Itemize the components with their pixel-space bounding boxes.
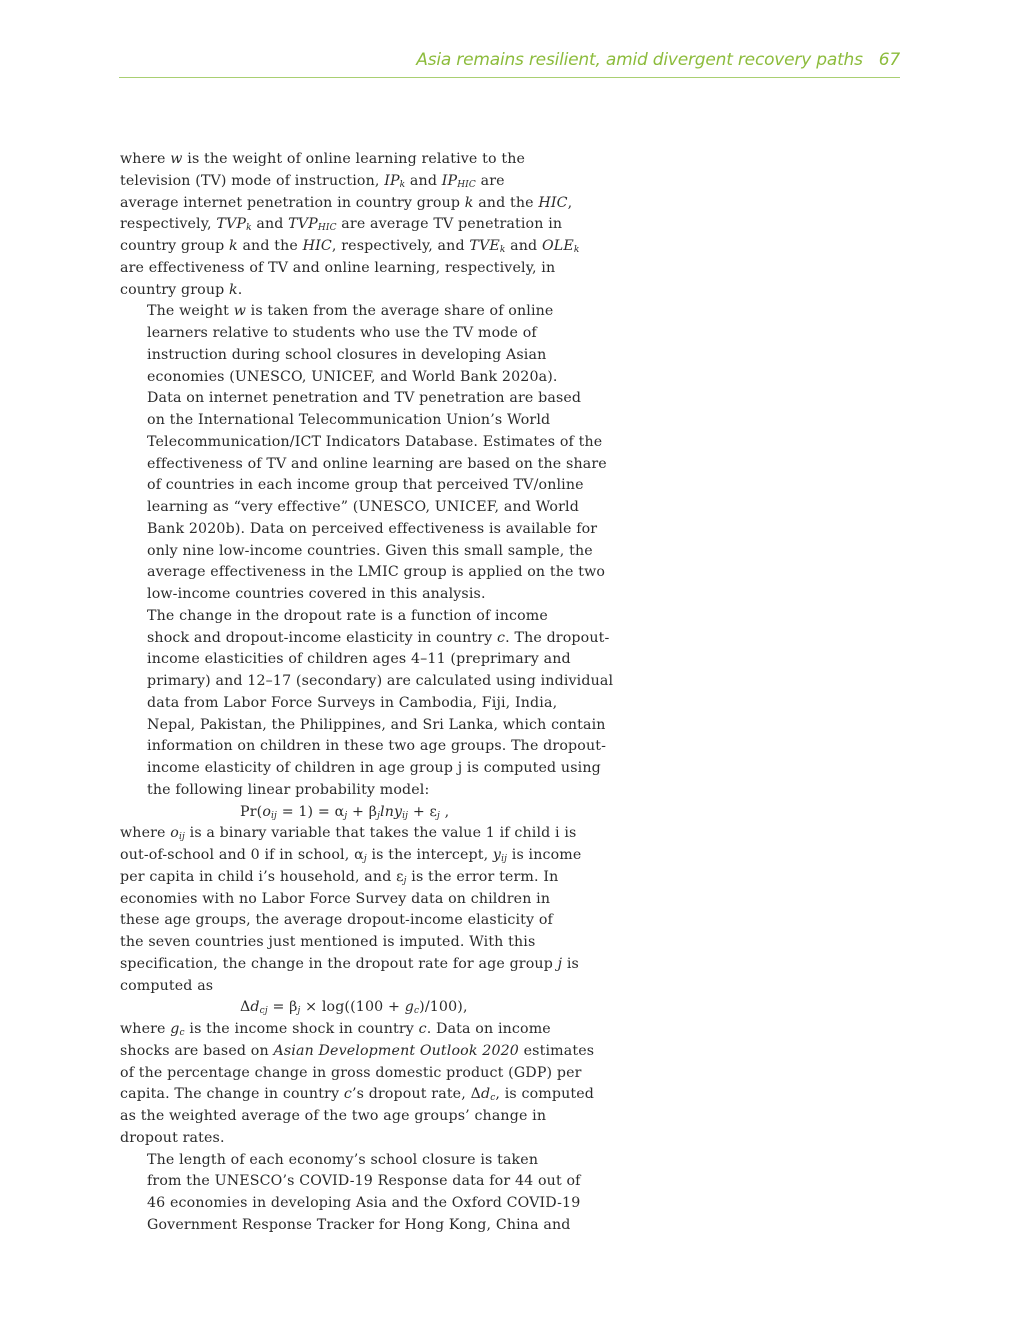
equation-dropout-change: $\Delta d_{cj} = \beta_j \times \log((100 + g_c)/100)$, <box>240 999 468 1017</box>
text-line: economies with no Labor Force Survey data on children in <box>120 890 551 907</box>
text-line: effectiveness of TV and online learning are based on the share <box>147 455 607 472</box>
text-line: respectively, $TVP_k$ and $TVP_{HIC}$ are average TV penetration in <box>120 216 563 234</box>
paragraph-2 <box>120 301 607 606</box>
text-line: economies (UNESCO, UNICEF, and World Bank 2020a). <box>147 368 558 385</box>
text-line: Bank 2020b). Data on perceived effectiveness is available for <box>147 520 598 537</box>
text-line: the seven countries just mentioned is imputed. With this <box>120 934 536 950</box>
paragraph-5 <box>120 1019 595 1150</box>
text-line: television (TV) mode of instruction, $IP_k$ and $IP_{HIC}$ are <box>120 172 505 190</box>
text-line: Data on internet penetration and TV penetration are based <box>147 390 582 407</box>
paragraph-4 <box>120 823 586 997</box>
text-line: on the International Telecommunication Union’s World <box>147 412 551 428</box>
text-line: where w is the weight of online learning relative to the <box>120 151 526 167</box>
text-line: data from Labor Force Surveys in Cambodia, Fiji, India, <box>147 694 558 711</box>
text-line: The length of each economy’s school closure is taken <box>147 1151 539 1168</box>
text-line: specification, the change in the dropout rate for age group j is <box>120 955 579 972</box>
text-line: where $g_c$ is the income shock in country c. Data on income <box>120 1021 551 1038</box>
text-line: average internet penetration in country group k and the HIC, <box>120 194 573 211</box>
text-line: shock and dropout-income elasticity in country c. The dropout- <box>147 629 610 646</box>
paragraph-1 <box>120 149 586 301</box>
text-line: country group k and the HIC, respectively, and $TVE_k$ and $OLE_k$ <box>120 238 580 255</box>
text-line: learning as “very effective” (UNESCO, UNICEF, and World <box>147 499 579 515</box>
page-number: 67 <box>878 50 900 70</box>
paragraph-6 <box>120 1150 586 1237</box>
text-line: shocks are based on Asian Development Outlook 2020 estimates <box>120 1042 595 1059</box>
text-line: computed as <box>120 977 214 994</box>
running-header <box>119 50 900 78</box>
running-header-title: Asia remains resilient, amid divergent recovery paths <box>416 50 863 70</box>
text-line: average effectiveness in the LMIC group is applied on the two <box>147 564 606 581</box>
text-line: out-of-school and 0 if in school, $\alpha_j$ is the intercept, $y_{ij}$ is income <box>120 847 582 864</box>
text-line: income elasticity of children in age group j is computed using <box>147 760 601 776</box>
body-text <box>120 149 614 1237</box>
text-line: per capita in child i’s household, and $\varepsilon_j$ is the error term. In <box>120 868 559 886</box>
text-line: low-income countries covered in this analysis. <box>147 586 486 602</box>
text-line: are effectiveness of TV and online learning, respectively, in <box>120 259 556 276</box>
text-line: of the percentage change in gross domestic product (GDP) per <box>120 1064 582 1081</box>
text-line: The weight w is taken from the average share of online <box>147 303 554 320</box>
text-line: income elasticities of children ages 4–11 (preprimary and <box>147 651 571 668</box>
text-line: of countries in each income group that perceived TV/online <box>147 477 584 494</box>
text-line: learners relative to students who use the TV mode of <box>147 325 537 341</box>
text-line: Government Response Tracker for Hong Kong, China and <box>147 1216 571 1233</box>
text-line: as the weighted average of the two age groups’ change in <box>120 1108 547 1124</box>
text-line: The change in the dropout rate is a function of income <box>147 607 548 624</box>
text-line: country group k. <box>120 281 243 298</box>
text-line: where $o_{ij}$ is a binary variable that takes the value 1 if child i is <box>120 825 577 843</box>
text-line: from the UNESCO’s COVID-19 Response data for 44 out of <box>147 1173 581 1190</box>
text-line: 46 economies in developing Asia and the Oxford COVID-19 <box>147 1195 581 1211</box>
text-line: information on children in these two age groups. The dropout- <box>147 738 607 755</box>
text-line: the following linear probability model: <box>147 781 430 798</box>
equation-probability-model: $Pr(o_{ij} = 1) = \alpha_j + \beta_j\ln y_{ij} + \varepsilon_j$ , <box>240 803 450 821</box>
text-line: dropout rates. <box>120 1129 225 1146</box>
text-line: only nine low-income countries. Given this small sample, the <box>147 542 593 559</box>
text-line: Telecommunication/ICT Indicators Database. Estimates of the <box>147 433 603 450</box>
text-line: primary) and 12–17 (secondary) are calculated using individual <box>147 673 614 689</box>
text-line: instruction during school closures in developing Asian <box>147 346 547 363</box>
text-line: capita. The change in country c’s dropout rate, $\Delta d_c$, is computed <box>120 1086 595 1104</box>
text-line: these age groups, the average dropout-income elasticity of <box>120 912 553 929</box>
paragraph-3 <box>120 606 614 802</box>
text-line: Nepal, Pakistan, the Philippines, and Sri Lanka, which contain <box>147 716 606 733</box>
